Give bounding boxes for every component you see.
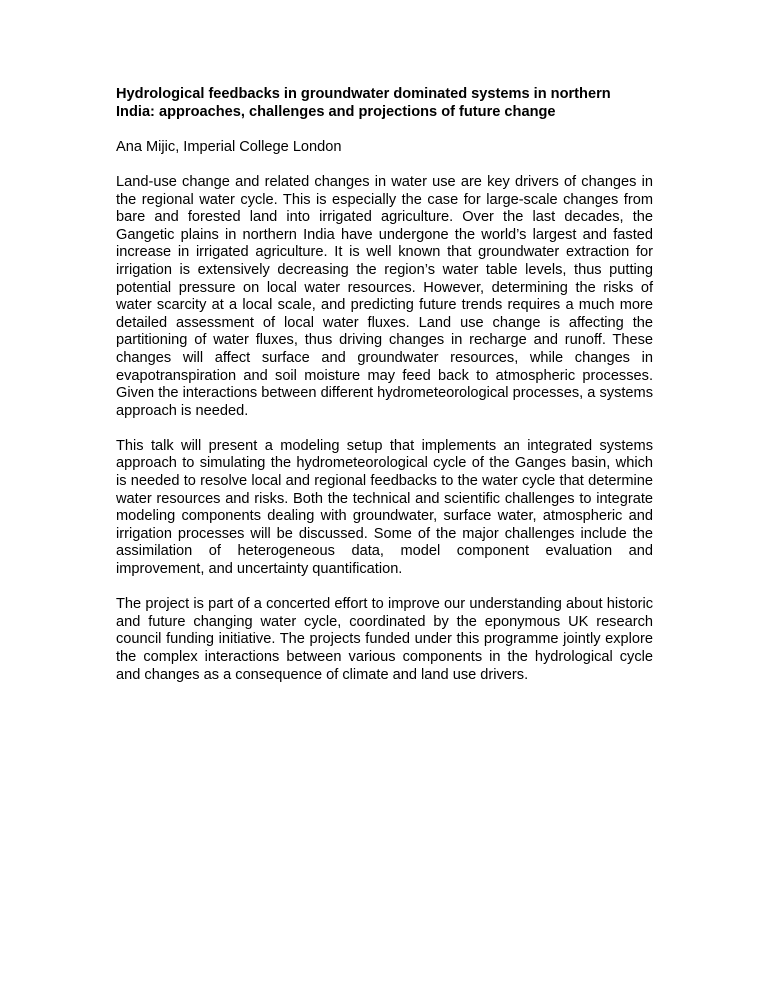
document-title: Hydrological feedbacks in groundwater dominated systems in northern India: approaches, challenges and projections of future change	[116, 86, 611, 120]
paragraph-1: Land-use change and related changes in water use are key drivers of changes in the regional water cycle. This is especially the case for large-scale changes from bare and forested land into irrigated agriculture. Over the last decades, the Gangetic plains in northern India have undergone the world’s largest and fasted increase in irrigated agriculture. It is well known that groundwater extraction for irrigation is extensively decreasing the region’s water table levels, thus putting potential pressure on local water resources. However, determining the risks of water scarcity at a local scale, and predicting future trends requires a much more detailed assessment of local water fluxes. Land use change is affecting the partitioning of water fluxes, thus driving changes in recharge and runoff. These changes will affect surface and groundwater resources, while changes in evapotranspiration and soil moisture may feed back to atmospheric processes. Given the interactions between different hydrometeorological processes, a systems approach is needed.	[116, 173, 653, 419]
paragraph-3: The project is part of a concerted effort to improve our understanding about historic and future changing water cycle, coordinated by the eponymous UK research council funding initiative. The projects funded under this programme jointly explore the complex interactions between various components in the hydrological cycle and changes as a consequence of climate and land use drivers.	[116, 596, 653, 683]
paragraph-2: This talk will present a modeling setup that implements an integrated systems approach to simulating the hydrometeorological cycle of the Ganges basin, which is needed to resolve local and regional feedbacks to the water cycle that determine water resources and risks. Both the technical and scientific challenges to integrate modeling components dealing with groundwater, surface water, atmospheric and irrigation processes will be discussed. Some of the major challenges include the assimilation of heterogeneous data, model component evaluation and improvement, and uncertainty quantification.	[116, 437, 653, 578]
author-line: Ana Mijic, Imperial College London	[116, 138, 342, 155]
document-body	[116, 86, 653, 702]
